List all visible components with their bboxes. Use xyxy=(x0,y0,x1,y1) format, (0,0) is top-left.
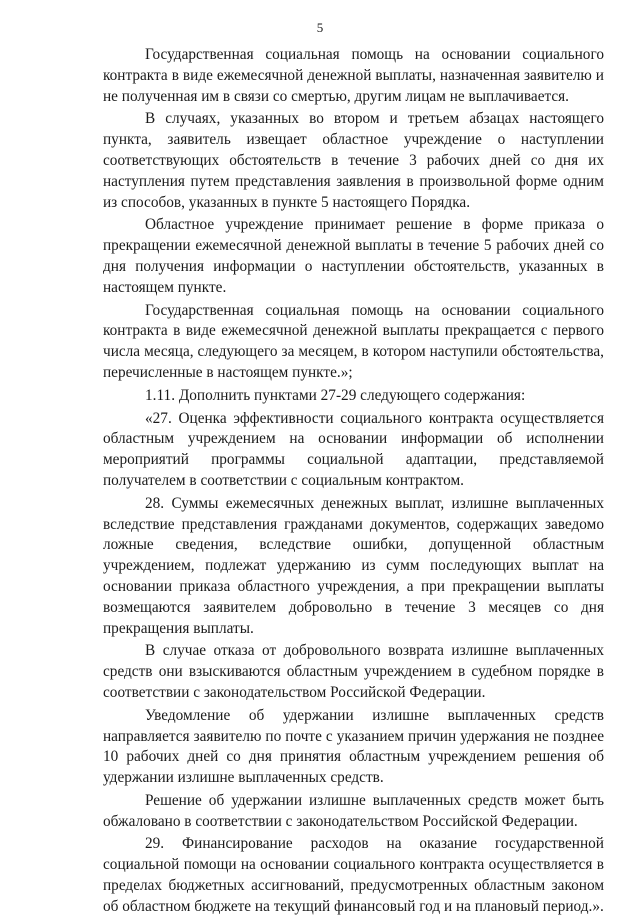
paragraph-item-1-11: 1.11. Дополнить пунктами 27-29 следующего содержания: xyxy=(145,386,526,404)
paragraph-item-27: «27. Оценка эффективности социального контракта осуществляется областным учреждением на основании информации об исполнении мероприятий программы социальной адаптации, представляемой получателем в соответствии с социальным контрактом. xyxy=(103,409,604,489)
paragraph-payment-not-received: Государственная социальная помощь на основании социального контракта в виде ежемесячной денежной выплаты, назначенная заявителю и не полученная им в связи со смертью, другим лицам не выплачивается. xyxy=(103,46,604,105)
paragraph-voluntary-refusal: В случае отказа от добровольного возврата излишне выплаченных средств они взыскиваются областным учреждением в судебном порядке в соответствии с законодательством Российской Федерации. xyxy=(103,642,604,701)
paragraph-item-28: 28. Суммы ежемесячных денежных выплат, излишне выплаченных вследствие представления гражданами документов, содержащих заведомо ложные сведения, вследствие ошибки, допущенной областным учреждением, подлежат удержанию из сумм последующих выплат на основании приказа областного учреждения, а при прекращении выплаты возмещаются заявителем добровольно в течение 3 месяцев со дня прекращения выплаты. xyxy=(103,494,604,637)
paragraph-applicant-notification: В случаях, указанных во втором и третьем абзацах настоящего пункта, заявитель извещает областное учреждение о наступлении соответствующих обстоятельств в течение 3 рабочих дней со дня их наступления путем представления заявления в произвольной форме одним из способов, указанных в пункте 5 настоящего Порядка. xyxy=(103,110,604,211)
paragraph-item-29: 29. Финансирование расходов на оказание государственной социальной помощи на основании социального контракта осуществляется в пределах бюджетных ассигнований, предусмотренных областным законом об областном бюджете на текущий финансовый год и на плановый период.». xyxy=(103,835,604,915)
paragraph-termination-date: Государственная социальная помощь на основании социального контракта в виде ежемесячной денежной выплаты прекращается с первого числа месяца, следующего за месяцем, в котором наступили обстоятельства, перечисленные в настоящем пункте.»; xyxy=(103,301,604,381)
paragraph-appeal: Решение об удержании излишне выплаченных средств может быть обжаловано в соответствии с законодательством Российской Федерации. xyxy=(103,791,604,830)
paragraph-termination-order: Областное учреждение принимает решение в форме приказа о прекращении ежемесячной денежной выплаты в течение 5 рабочих дней со дня получения информации о наступлении обстоятельств, указанных в настоящем пункте. xyxy=(103,216,604,296)
paragraph-deduction-notice: Уведомление об удержании излишне выплаченных средств направляется заявителю по почте с указанием причин удержания не позднее 10 рабочих дней со дня принятия областным учреждением решения об удержании излишне выплаченных средств. xyxy=(103,706,604,787)
page-number: 5 xyxy=(316,20,324,35)
document-body xyxy=(103,45,604,918)
